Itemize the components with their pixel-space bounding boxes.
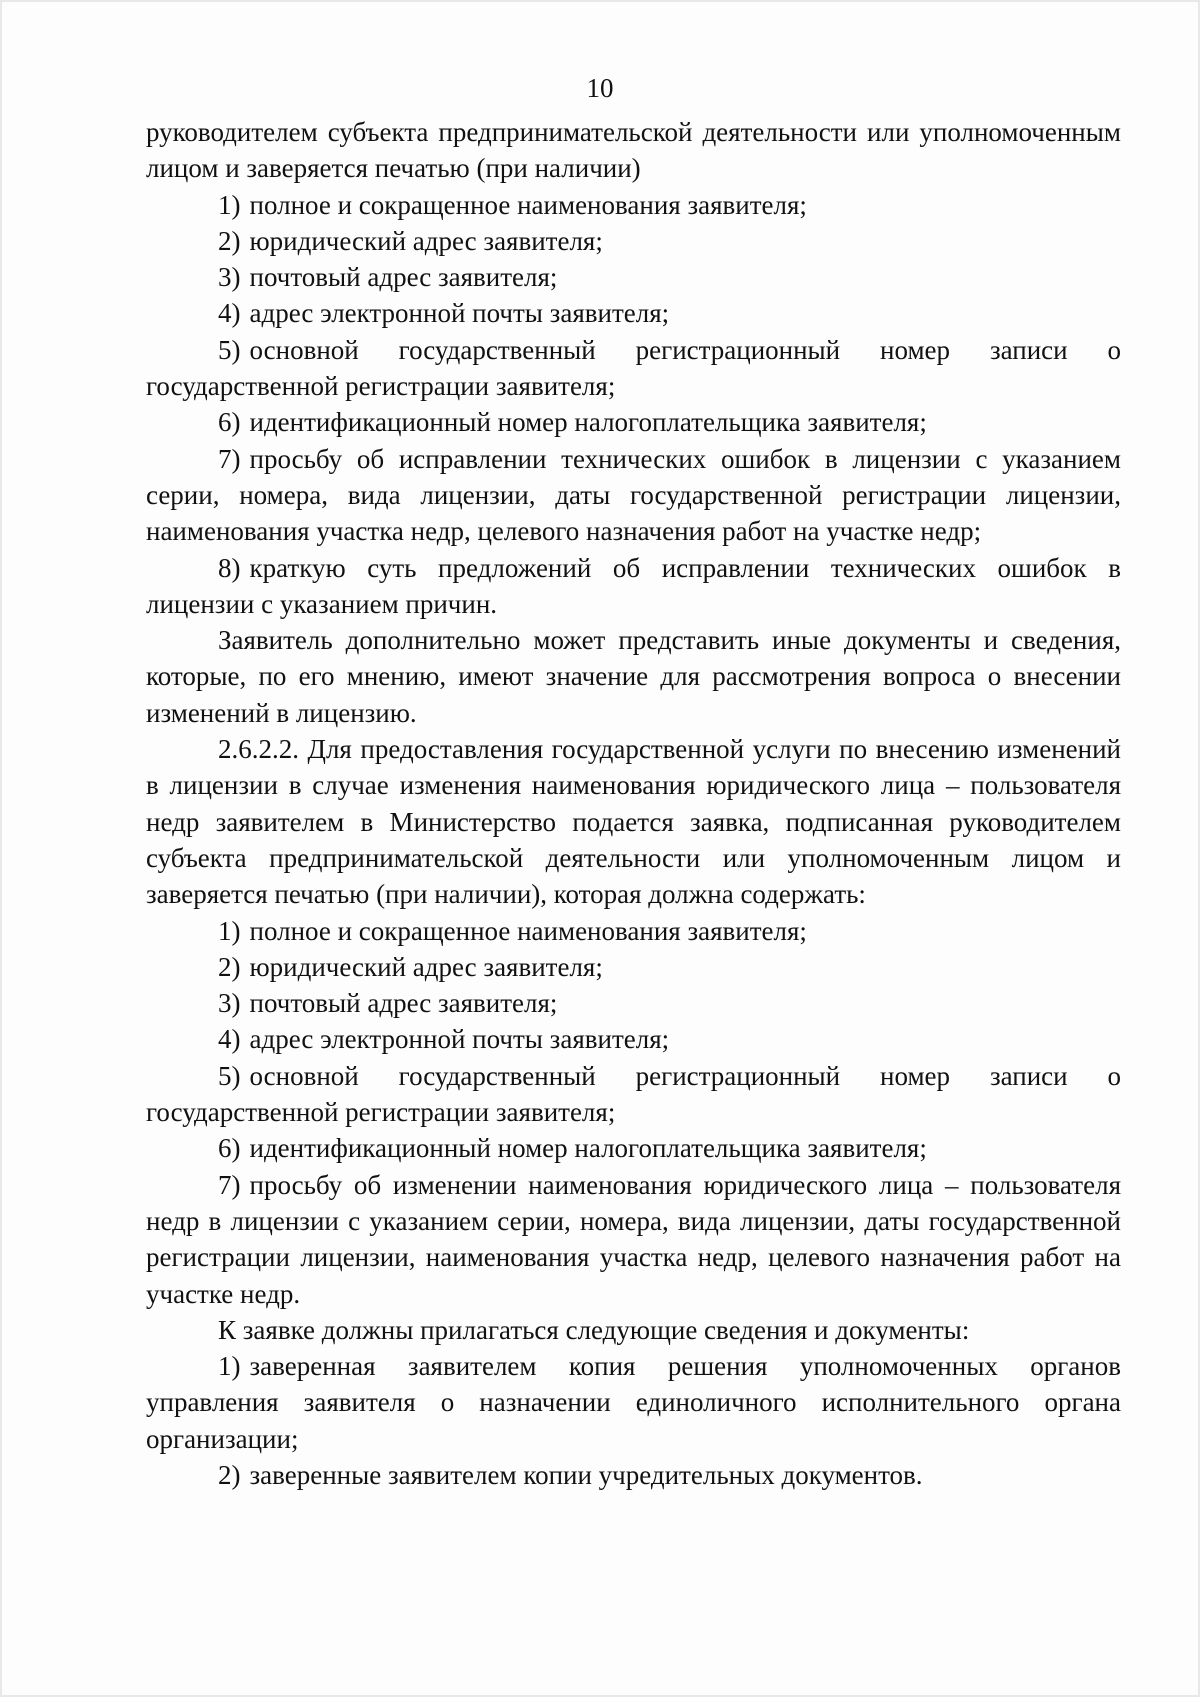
list-item: [146, 1457, 1121, 1493]
list-item-text: идентификационный номер налогоплательщика заявителя;: [249, 1133, 927, 1164]
list-item: [146, 1021, 1121, 1057]
page-number: 10: [586, 73, 614, 103]
paragraph: [146, 1312, 1121, 1348]
list-item-text: просьбу об изменении наименования юридического лица – пользователя недр в лицензии с указанием серии, номера, вида лицензии, даты государственной регистрации лицензии, наименования участка недр, целевого назначения работ на участке недр.: [146, 1169, 1121, 1309]
list-item-text: идентификационный номер налогоплательщика заявителя;: [249, 407, 927, 438]
list-item: [146, 1348, 1121, 1457]
list-number: 4): [218, 298, 241, 329]
list-number: 2): [218, 1459, 241, 1490]
list-number: 2): [218, 951, 241, 982]
list-item-text: полное и сокращенное наименования заявителя;: [249, 915, 807, 946]
paragraph-text: Заявитель дополнительно может представить иные документы и сведения, которые, по его мнению, имеют значение для рассмотрения вопроса о внесении изменений в лицензию.: [146, 625, 1121, 728]
list-item: [146, 1167, 1121, 1312]
list-number: 8): [218, 552, 241, 583]
list-number: 1): [218, 915, 241, 946]
list-item-text: юридический адрес заявителя;: [249, 225, 603, 256]
list-number: 1): [218, 1351, 241, 1382]
list-item: [146, 404, 1121, 440]
list-item: [146, 1130, 1121, 1166]
list-item: [146, 332, 1121, 405]
list-number: 1): [218, 189, 241, 220]
list-item-text: адрес электронной почты заявителя;: [249, 1024, 670, 1055]
list-item: [146, 295, 1121, 331]
list-item-text: основной государственный регистрационный номер записи о государственной регистрации заявителя;: [146, 1060, 1121, 1128]
list-number: 5): [218, 1060, 241, 1091]
list-item: [146, 985, 1121, 1021]
list-item-text: адрес электронной почты заявителя;: [249, 298, 670, 329]
list-item-text: почтовый адрес заявителя;: [249, 262, 558, 293]
paragraph-text: 2.6.2.2. Для предоставления государственной услуги по внесению изменений в лицензии в случае изменения наименования юридического лица – пользователя недр заявителем в Министерство подается заявка, подписанная руководителем субъекта предпринимательской деятельности или уполномоченным лицом и заверяется печатью (при наличии), которая должна содержать:: [146, 734, 1121, 910]
list-number: 3): [218, 988, 241, 1019]
list-number: 5): [218, 334, 241, 365]
list-item: [146, 223, 1121, 259]
list-item-text: основной государственный регистрационный номер записи о государственной регистрации заявителя;: [146, 334, 1121, 402]
list-item: [146, 550, 1121, 623]
list-item: [146, 441, 1121, 550]
paragraph-text: К заявке должны прилагаться следующие сведения и документы:: [218, 1314, 970, 1345]
list-item-text: просьбу об исправлении технических ошибок в лицензии с указанием серии, номера, вида лицензии, даты государственной регистрации лицензии, наименования участка недр, целевого назначения работ на участке недр;: [146, 443, 1121, 547]
list-number: 6): [218, 407, 241, 438]
paragraph-text: руководителем субъекта предпринимательской деятельности или уполномоченным лицом и заверяется печатью (при наличии): [146, 117, 1121, 184]
list-item: [146, 1058, 1121, 1131]
list-number: 2): [218, 225, 241, 256]
list-item-text: заверенная заявителем копия решения уполномоченных органов управления заявителя о назначении единоличного исполнительного органа организации;: [146, 1351, 1121, 1454]
list-item: [146, 949, 1121, 985]
paragraph: [146, 114, 1121, 187]
section-paragraph: [146, 731, 1121, 912]
list-item-text: почтовый адрес заявителя;: [249, 988, 558, 1019]
document-body: [146, 114, 1121, 1493]
list-number: 7): [218, 443, 241, 474]
paragraph: [146, 622, 1121, 731]
list-item-text: полное и сокращенное наименования заявителя;: [249, 189, 807, 220]
list-item: [146, 187, 1121, 223]
list-item-text: краткую суть предложений об исправлении технических ошибок в лицензии с указанием причин.: [146, 552, 1121, 619]
list-number: 7): [218, 1169, 241, 1200]
list-item: [146, 259, 1121, 295]
list-number: 6): [218, 1133, 241, 1164]
list-item: [146, 913, 1121, 949]
list-item-text: заверенные заявителем копии учредительных документов.: [249, 1459, 923, 1490]
list-number: 4): [218, 1024, 241, 1055]
list-number: 3): [218, 262, 241, 293]
list-item-text: юридический адрес заявителя;: [249, 951, 603, 982]
